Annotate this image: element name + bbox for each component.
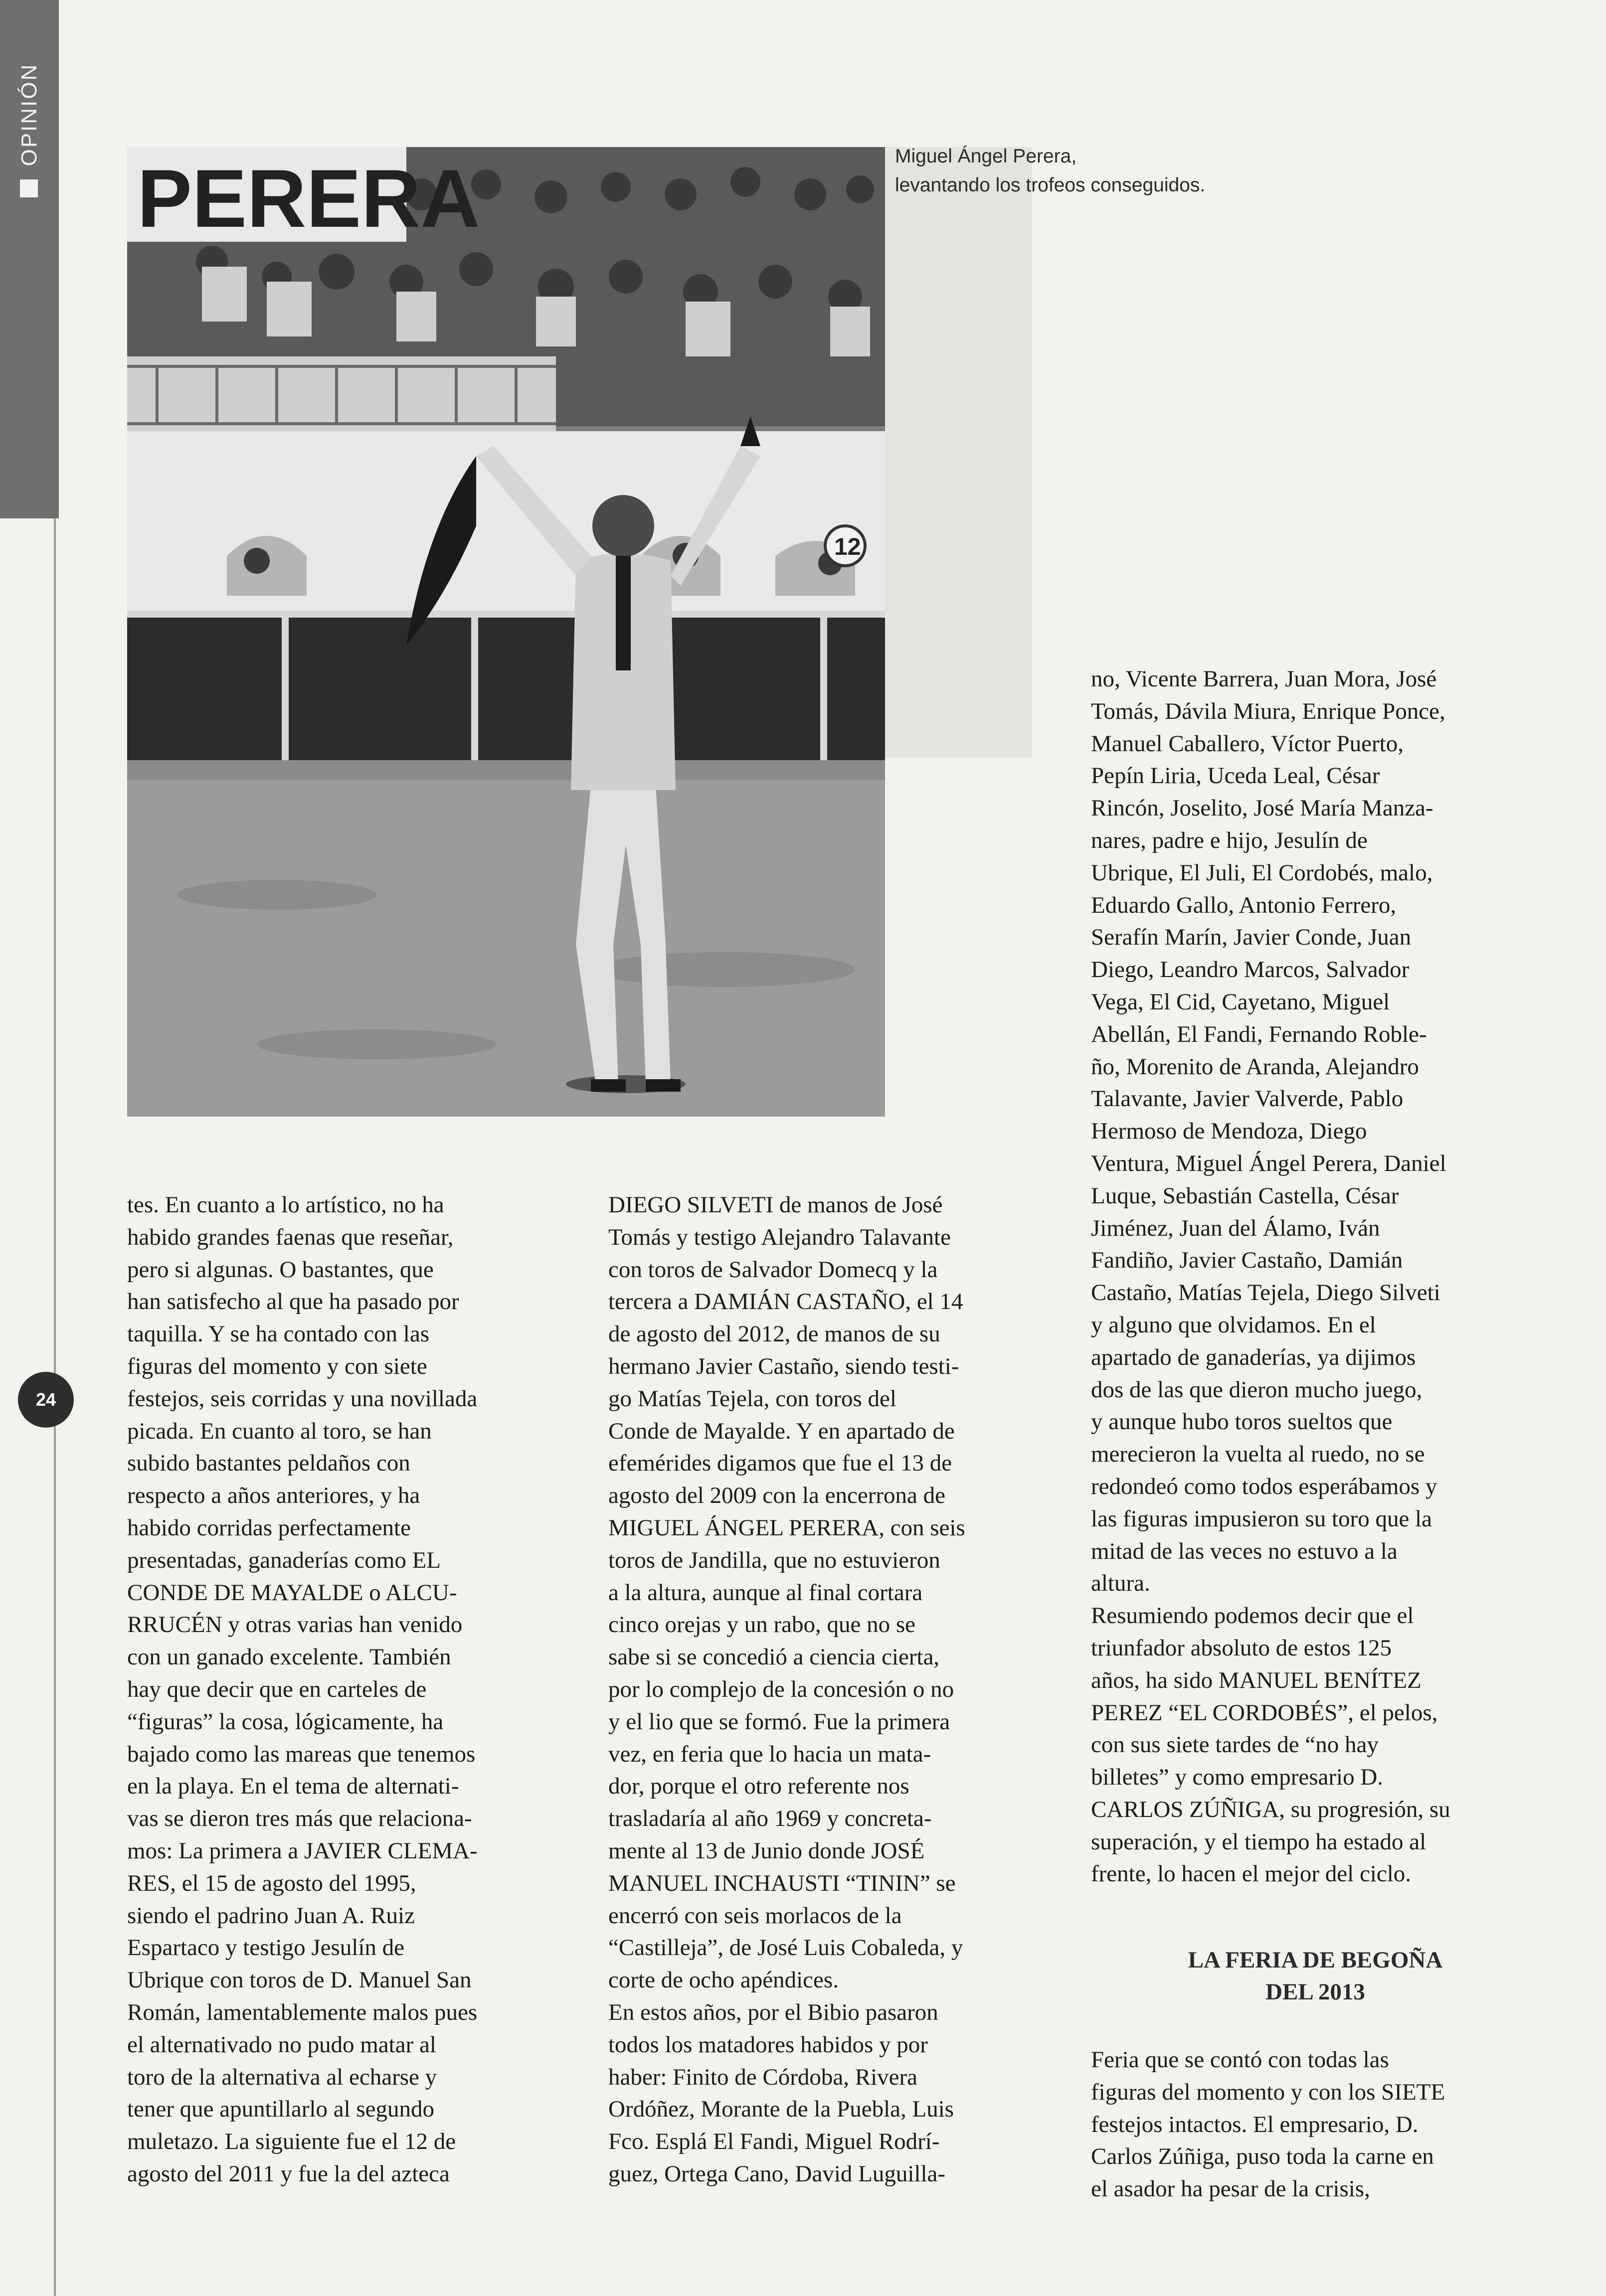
text-line: Pepín Liria, Uceda Leal, César (1091, 763, 1380, 789)
text-line: Fandiño, Javier Castaño, Damián (1091, 1247, 1403, 1274)
text-line: apartado de ganaderías, ya dijimos (1091, 1344, 1416, 1370)
text-line: Luque, Sebastián Castella, César (1091, 1182, 1399, 1209)
text-line: ño, Morenito de Aranda, Alejandro (1091, 1053, 1419, 1080)
text-line: tes. En cuanto a lo artístico, no ha (127, 1192, 444, 1218)
text-line: Talavante, Javier Valverde, Pablo (1091, 1086, 1404, 1112)
text-line: dos de las que dieron mucho juego, (1091, 1376, 1423, 1403)
text-line: Ventura, Miguel Ángel Perera, Daniel (1091, 1150, 1446, 1176)
text-line: RRUCÉN y otras varias han venido (127, 1612, 463, 1638)
text-line: en la playa. En el tema de alternati- (127, 1773, 459, 1800)
text-line: haber: Finito de Córdoba, Rivera (608, 2064, 917, 2090)
text-line: Carlos Zúñiga, puso toda la carne en (1091, 2143, 1434, 2170)
text-line: bajado como las mareas que tenemos (127, 1741, 476, 1767)
heading-line: DEL 2013 (1265, 1979, 1365, 2005)
section-marker-square (20, 179, 38, 197)
text-line: festejos, seis corridas y una novillada (127, 1385, 478, 1412)
text-line: Resumiendo podemos decir que el (1091, 1603, 1414, 1629)
section-label-text: OPINIÓN (17, 63, 41, 166)
text-line: pero si algunas. O bastantes, que (127, 1256, 434, 1283)
caption-line: Miguel Ángel Perera, (895, 146, 1077, 167)
text-line: presentadas, ganaderías como EL (127, 1547, 441, 1573)
text-line: triunfador absoluto de estos 125 (1091, 1635, 1392, 1661)
text-line: siendo el padrino Juan A. Ruiz (127, 1902, 415, 1929)
text-line: figuras del momento y con siete (127, 1353, 427, 1379)
text-line: trasladaría al año 1969 y concreta- (608, 1805, 932, 1832)
text-line: Rincón, Joselito, José María Manza- (1091, 795, 1433, 821)
text-line: vas se dieron tres más que relaciona- (127, 1805, 472, 1832)
text-line: Conde de Mayalde. Y en apartado de (608, 1418, 955, 1444)
article-column-2 (608, 1189, 1042, 2190)
text-line: Espartaco y testigo Jesulín de (127, 1935, 405, 1961)
text-line: Castaño, Matías Tejela, Diego Silveti (1091, 1280, 1440, 1306)
text-line: han satisfecho al que ha pasado por (127, 1289, 459, 1315)
text-line: Serafín Marín, Javier Conde, Juan (1091, 924, 1412, 951)
text-line: Diego, Leandro Marcos, Salvador (1091, 957, 1410, 983)
text-line: picada. En cuanto al toro, se han (127, 1418, 432, 1444)
text-line: dor, porque el otro referente nos (608, 1773, 909, 1800)
text-line: encerró con seis morlacos de la (608, 1902, 902, 1929)
text-line: agosto del 2009 con la encerrona de (608, 1482, 946, 1509)
text-line: las figuras impusieron su toro que la (1091, 1505, 1432, 1532)
text-line: mos: La primera a JAVIER CLEMA- (127, 1837, 478, 1864)
text-line: MANUEL INCHAUSTI “TININ” se (608, 1870, 956, 1896)
text-line: altura. (1091, 1570, 1150, 1597)
text-line: PEREZ “EL CORDOBÉS”, el pelos, (1091, 1699, 1438, 1726)
text-line: festejos intactos. El empresario, D. (1091, 2111, 1419, 2137)
text-line: go Matías Tejela, con toros del (608, 1385, 896, 1412)
text-line: y aunque hubo toros sueltos que (1091, 1409, 1393, 1435)
section-heading (1091, 1944, 1540, 2008)
photo-shadow (885, 147, 1032, 758)
text-line: RES, el 15 de agosto del 1995, (127, 1870, 416, 1896)
text-line: Ordóñez, Morante de la Puebla, Luis (608, 2096, 954, 2123)
text-line: vez, en feria que lo hacia un mata- (608, 1741, 931, 1767)
barrier-number: 12 (834, 534, 861, 560)
text-line: Tomás, Dávila Miura, Enrique Ponce, (1091, 698, 1445, 724)
text-line: billetes” y como empresario D. (1091, 1764, 1384, 1791)
text-line: de agosto del 2012, de manos de su (608, 1321, 940, 1347)
section-label (0, 0, 59, 229)
caption-line: levantando los trofeos conseguidos. (895, 174, 1206, 196)
text-line: hermano Javier Castaño, siendo testi- (608, 1353, 959, 1379)
text-line: Eduardo Gallo, Antonio Ferrero, (1091, 892, 1397, 918)
text-line: muletazo. La siguiente fue el 12 de (127, 2129, 456, 2155)
text-line: toros de Jandilla, que no estuvieron (608, 1547, 940, 1573)
text-line: nares, padre e hijo, Jesulín de (1091, 827, 1368, 853)
text-line: Manuel Caballero, Víctor Puerto, (1091, 730, 1404, 757)
text-line: con toros de Salvador Domecq y la (608, 1256, 938, 1283)
text-line: Ubrique con toros de D. Manuel San (127, 1967, 472, 1993)
text-line: y el lio que se formó. Fue la primera (608, 1708, 950, 1735)
text-line: habido grandes faenas que reseñar, (127, 1224, 454, 1250)
text-line: el alternativado no pudo matar al (127, 2031, 436, 2058)
text-line: “figuras” la cosa, lógicamente, ha (127, 1708, 444, 1735)
text-line: sabe si se concedió a ciencia cierta, (608, 1644, 940, 1670)
text-line: toro de la alternativa al echarse y (127, 2064, 437, 2090)
page-number: 24 (18, 1372, 74, 1428)
text-line: CONDE DE MAYALDE o ALCU- (127, 1579, 457, 1606)
text-line: MIGUEL ÁNGEL PERERA, con seis (608, 1514, 965, 1541)
text-line: Román, lamentablemente malos pues (127, 1999, 478, 2025)
text-line: el asador ha pesar de la crisis, (1091, 2176, 1370, 2202)
bullfighter-photo (127, 147, 885, 1117)
banner-text: PERERA (137, 153, 480, 244)
text-line: tener que apuntillarlo al segundo (127, 2096, 435, 2123)
text-line: por lo complejo de la concesión o no (608, 1676, 954, 1702)
text-line: Fco. Esplá El Fandi, Miguel Rodrí- (608, 2129, 940, 2155)
text-line: Feria que se contó con todas las (1091, 2047, 1389, 2073)
text-line: Tomás y testigo Alejandro Talavante (608, 1224, 951, 1250)
article-column-3 (1091, 663, 1530, 1890)
text-line: DIEGO SILVETI de manos de José (608, 1192, 943, 1218)
text-line: corte de ocho apéndices. (608, 1967, 839, 1993)
text-line: Vega, El Cid, Cayetano, Miguel (1091, 988, 1390, 1015)
text-line: merecieron la vuelta al ruedo, no se (1091, 1441, 1425, 1468)
text-line: redondeó como todos esperábamos y (1091, 1473, 1437, 1499)
text-line: todos los matadores habidos y por (608, 2031, 928, 2058)
text-line: tercera a DAMIÁN CASTAÑO, el 14 (608, 1289, 963, 1315)
text-line: En estos años, por el Bibio pasaron (608, 1999, 938, 2025)
text-line: hay que decir que en carteles de (127, 1676, 427, 1702)
article-column-1 (127, 1189, 526, 2190)
text-line: cinco orejas y un rabo, que no se (608, 1612, 916, 1638)
text-line: y alguno que olvidamos. En el (1091, 1312, 1376, 1338)
text-line: subido bastantes peldaños con (127, 1450, 410, 1476)
text-line: efemérides digamos que fue el 13 de (608, 1450, 952, 1476)
text-line: habido corridas perfectamente (127, 1514, 411, 1541)
text-line: Jiménez, Juan del Álamo, Iván (1091, 1215, 1380, 1241)
text-line: a la altura, aunque al final cortara (608, 1579, 923, 1606)
article-column-3-continued (1091, 2044, 1530, 2205)
heading-line: LA FERIA DE BEGOÑA (1188, 1947, 1443, 1973)
text-line: años, ha sido MANUEL BENÍTEZ (1091, 1667, 1422, 1693)
text-line: respecto a años anteriores, y ha (127, 1482, 420, 1509)
text-line: superación, y el tiempo ha estado al (1091, 1828, 1427, 1855)
text-line: taquilla. Y se ha contado con las (127, 1321, 430, 1347)
text-line: figuras del momento y con los SIETE (1091, 2079, 1445, 2105)
photo-caption (895, 142, 1244, 200)
text-line: agosto del 2011 y fue la del azteca (127, 2160, 450, 2187)
text-line: mente al 13 de Junio donde JOSÉ (608, 1837, 925, 1864)
text-line: con un ganado excelente. También (127, 1644, 451, 1670)
text-line: Ubrique, El Juli, El Cordobés, malo, (1091, 859, 1433, 886)
text-line: CARLOS ZÚÑIGA, su progresión, su (1091, 1796, 1450, 1822)
text-line: no, Vicente Barrera, Juan Mora, José (1091, 666, 1437, 692)
text-line: frente, lo hacen el mejor del ciclo. (1091, 1861, 1412, 1887)
text-line: con sus siete tardes de “no hay (1091, 1732, 1379, 1758)
text-line: “Castilleja”, de José Luis Cobaleda, y (608, 1935, 963, 1961)
text-line: mitad de las veces no estuvo a la (1091, 1538, 1398, 1564)
text-line: Abellán, El Fandi, Fernando Roble- (1091, 1021, 1427, 1047)
text-line: Hermoso de Mendoza, Diego (1091, 1118, 1367, 1145)
text-line: guez, Ortega Cano, David Luguilla- (608, 2160, 946, 2187)
